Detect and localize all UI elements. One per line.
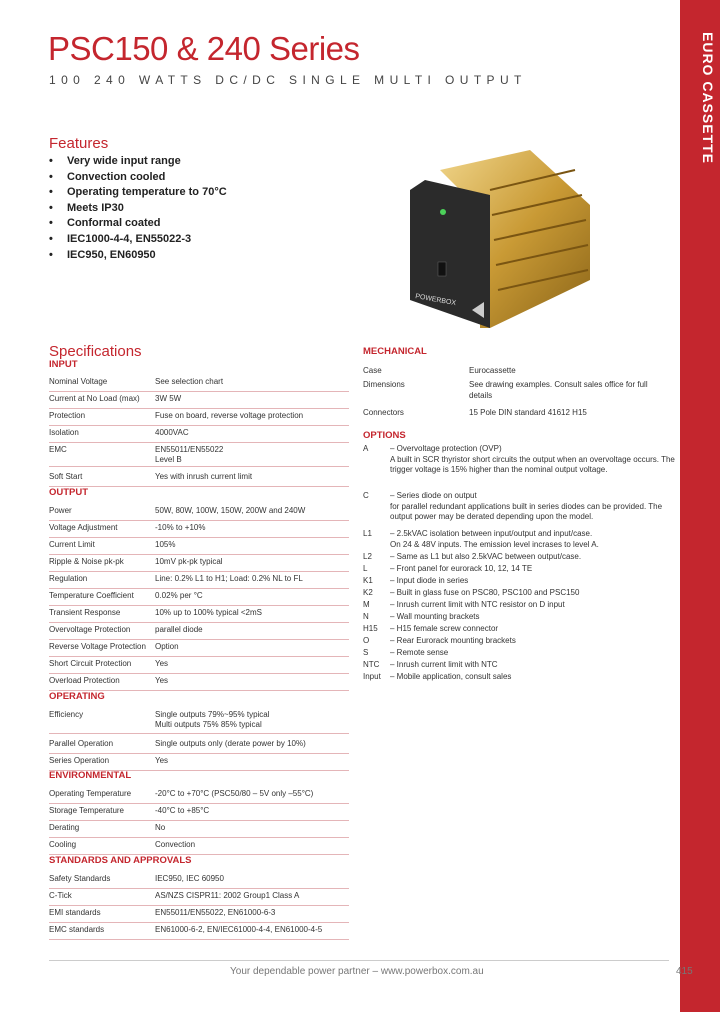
spec-row: Regulation Line: 0.2% L1 to H1; Load: 0.2% NL to FL xyxy=(49,571,349,589)
spec-row: Isolation 4000VAC xyxy=(49,425,349,443)
section-output: OUTPUT xyxy=(49,487,89,498)
spec-row: Overload Protection Yes xyxy=(49,673,349,691)
feature-item: • Convection cooled xyxy=(49,170,166,183)
spec-row: Derating No xyxy=(49,820,349,838)
spec-row: Nominal Voltage See selection chart xyxy=(49,374,349,392)
spec-row: C-Tick AS/NZS CISPR11: 2002 Group1 Class A xyxy=(49,888,349,906)
spec-row: EMI standards EN55011/EN55022, EN61000-6-3 xyxy=(49,905,349,923)
feature-item: • Operating temperature to 70°C xyxy=(49,186,227,199)
feature-item: • IEC1000-4-4, EN55022-3 xyxy=(49,232,192,245)
feature-item: • Very wide input range xyxy=(49,155,181,167)
footer-divider xyxy=(49,960,669,961)
section-operating: OPERATING xyxy=(49,691,105,702)
section-environmental: ENVIRONMENTAL xyxy=(49,770,132,781)
spec-row: Cooling Convection xyxy=(49,837,349,855)
spec-row: Current at No Load (max) 3W 5W xyxy=(49,391,349,409)
product-photo xyxy=(410,150,590,328)
features-heading: Features xyxy=(49,135,109,152)
section-standards: STANDARDS AND APPROVALS xyxy=(49,855,192,866)
features-list xyxy=(49,154,227,263)
spec-row: EMC standards EN61000-6-2, EN/IEC61000-4-4, EN61000-4-5 xyxy=(49,922,349,940)
spec-row: Ripple & Noise pk-pk 10mV pk-pk typical xyxy=(49,554,349,572)
sidebar-label: EURO CASSETTE xyxy=(700,32,716,165)
spec-row: Efficiency Single outputs 79%~95% typical Multi outputs 75% 85% typical xyxy=(49,707,349,734)
section-mechanical: MECHANICAL xyxy=(363,346,427,357)
spec-row: Transient Response 10% up to 100% typical <2mS xyxy=(49,605,349,623)
feature-item: • Conformal coated xyxy=(49,217,161,230)
spec-row: Operating Temperature -20°C to +70°C (PSC50/80 – 5V only –55°C) xyxy=(49,786,349,804)
specifications-heading: Specifications xyxy=(49,343,142,360)
page-number: 415 xyxy=(676,966,693,977)
spec-row: Protection Fuse on board, reverse voltage protection xyxy=(49,408,349,426)
product-brand: POWERBOX xyxy=(414,293,457,308)
spec-row: Soft Start Yes with inrush current limit xyxy=(49,469,349,487)
spec-row: Short Circuit Protection Yes xyxy=(49,656,349,674)
spec-row: Parallel Operation Single outputs only (derate power by 10%) xyxy=(49,736,349,754)
footer-tagline: Your dependable power partner – www.powerbox.com.au xyxy=(230,966,484,977)
spec-row: Power 50W, 80W, 100W, 150W, 200W and 240W xyxy=(49,503,349,521)
spec-row: EMC EN55011/EN55022 Level B xyxy=(49,442,349,467)
spec-row: Voltage Adjustment -10% to +10% xyxy=(49,520,349,538)
spec-row: Safety Standards IEC950, IEC 60950 xyxy=(49,871,349,889)
feature-item: • IEC950, EN60950 xyxy=(49,248,156,261)
page-title: PSC150 & 240 Series xyxy=(48,30,360,67)
page-subtitle: 100 240 WATTS DC/DC SINGLE MULTI OUTPUT xyxy=(49,73,527,87)
spec-row: Series Operation Yes xyxy=(49,753,349,771)
feature-item: • Meets IP30 xyxy=(49,201,124,214)
section-options: OPTIONS xyxy=(363,430,406,441)
spec-row: Current Limit 105% xyxy=(49,537,349,555)
spec-row: Storage Temperature -40°C to +85°C xyxy=(49,803,349,821)
spec-row: Reverse Voltage Protection Option xyxy=(49,639,349,657)
section-input: INPUT xyxy=(49,359,78,370)
spec-row: Overvoltage Protection parallel diode xyxy=(49,622,349,640)
spec-row: Temperature Coefficient 0.02% per °C xyxy=(49,588,349,606)
